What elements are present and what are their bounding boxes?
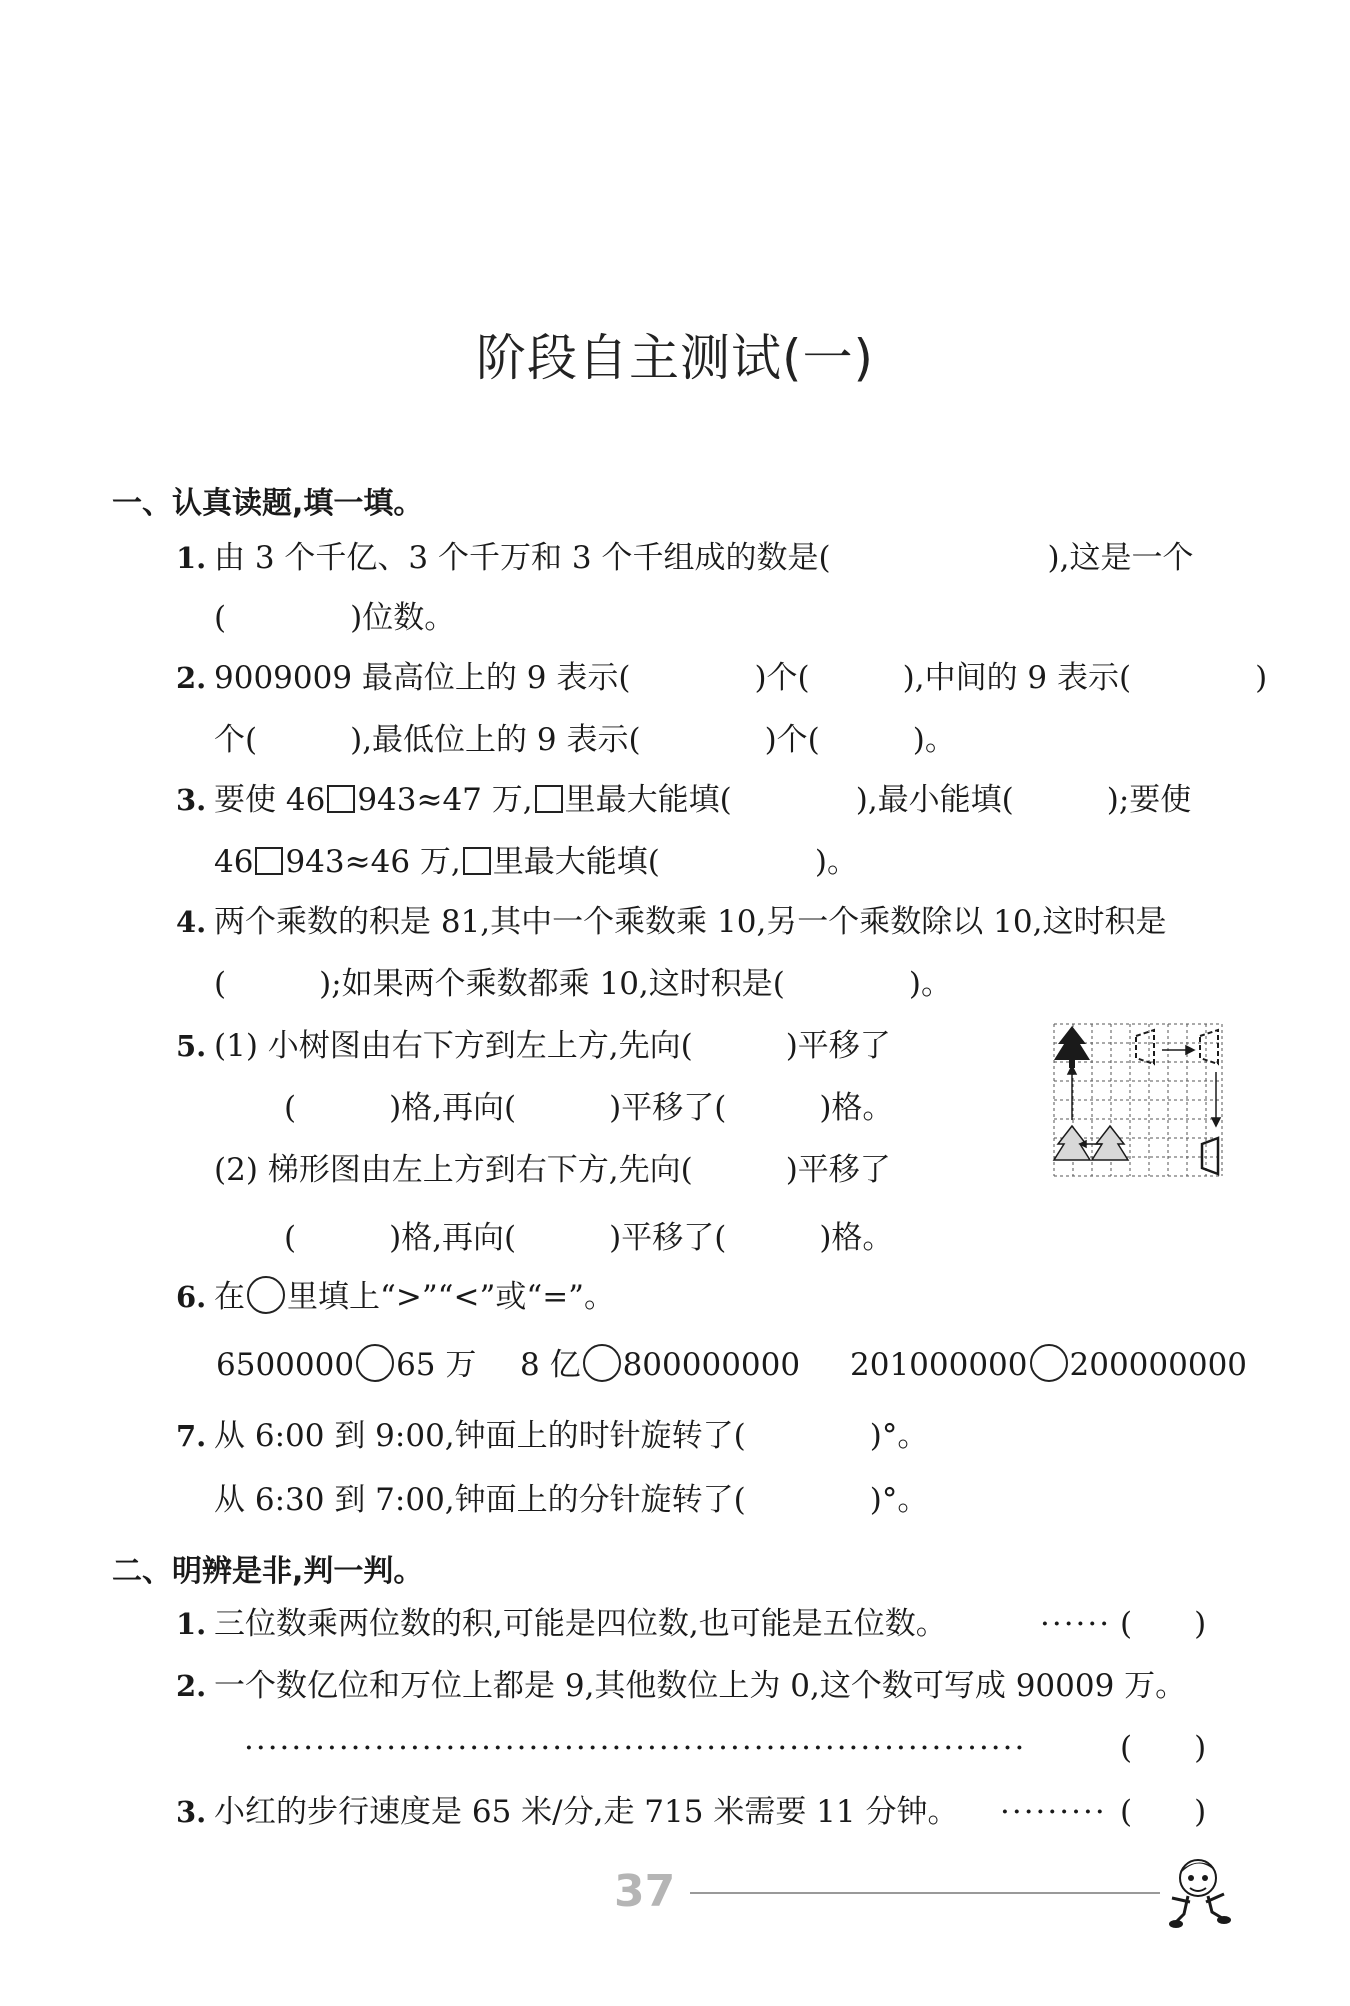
question-1-5: 5. (1) 小树图由右下方到左上方,先向( )平移了 bbox=[176, 1028, 891, 1064]
compare-item-2: 8 亿 800000000 bbox=[520, 1344, 800, 1385]
answer-box bbox=[327, 785, 355, 813]
question-number: 6. bbox=[176, 1280, 207, 1314]
question-1-3-line2: 46 943≈46 万, 里最大能填( )。 bbox=[214, 844, 858, 880]
question-1-1-line2: ( )位数。 bbox=[214, 600, 456, 636]
question-number: 3. bbox=[176, 783, 207, 817]
question-text: 两个乘数的积是 81,其中一个乘数乘 10,另一个乘数除以 10,这时积是 bbox=[214, 904, 1167, 940]
question-number: 1. bbox=[176, 541, 207, 575]
trapezoid-top-icon bbox=[1136, 1030, 1218, 1064]
question-text: 9009009 最高位上的 9 表示( )个( ),中间的 9 表示( ) bbox=[214, 660, 1268, 696]
section-1-heading: 一、认真读题,填一填。 bbox=[112, 486, 424, 521]
question-1-7-line2: 从 6:30 到 7:00,钟面上的分针旋转了( )°。 bbox=[214, 1482, 929, 1518]
question-1-1 bbox=[176, 538, 1193, 578]
leader-dots: ······ bbox=[1040, 1606, 1112, 1642]
question-1-7: 7. 从 6:00 到 9:00,钟面上的时针旋转了( )°。 bbox=[176, 1418, 929, 1454]
answer-box bbox=[255, 847, 283, 875]
leader-dots: ·································································· bbox=[244, 1730, 1027, 1766]
question-2-2: 2. 一个数亿位和万位上都是 9,其他数位上为 0,这个数可写成 90009 万。 bbox=[176, 1668, 1187, 1704]
compare-circle bbox=[1030, 1344, 1068, 1382]
page-title: 阶段自主测试(一) bbox=[475, 329, 874, 387]
question-1-4 bbox=[176, 902, 1166, 942]
question-1-5-p2-line1: (2) 梯形图由左上方到右下方,先向( )平移了 bbox=[214, 1152, 891, 1188]
question-1-2-line2: 个( ),最低位上的 9 表示( )个( )。 bbox=[214, 722, 956, 758]
answer-box bbox=[535, 785, 563, 813]
question-number: 2. bbox=[176, 1669, 207, 1703]
question-1-2 bbox=[176, 658, 1267, 698]
answer-box bbox=[463, 847, 491, 875]
question-2-1: 1. 三位数乘两位数的积,可能是四位数,也可能是五位数。 bbox=[176, 1606, 947, 1642]
question-1-5-p1-line2: ( )格,再向( )平移了( )格。 bbox=[284, 1090, 894, 1126]
question-text: 由 3 个千亿、3 个千万和 3 个千组成的数是( ),这是一个 bbox=[214, 540, 1194, 576]
compare-item-3: 201000000 200000000 bbox=[850, 1344, 1247, 1385]
compare-circle bbox=[583, 1344, 621, 1382]
tree-bottom-icon bbox=[1054, 1126, 1128, 1160]
question-1-5-p2-line2: ( )格,再向( )平移了( )格。 bbox=[284, 1220, 894, 1256]
question-1-3: 3. 要使 46 943≈47 万, 里最大能填( ),最小能填( );要使 bbox=[176, 782, 1192, 818]
move-arrows bbox=[1068, 1046, 1220, 1147]
compare-circle bbox=[247, 1276, 285, 1314]
page-number: 37 bbox=[614, 1866, 676, 1917]
question-number: 3. bbox=[176, 1795, 207, 1829]
question-number: 4. bbox=[176, 905, 207, 939]
compare-circle bbox=[356, 1344, 394, 1382]
question-2-3: 3. 小红的步行速度是 65 米/分,走 715 米需要 11 分钟。 bbox=[176, 1794, 959, 1830]
judge-paren: ( ) bbox=[1120, 1730, 1207, 1766]
translation-grid-figure bbox=[1050, 1020, 1226, 1188]
trapezoid-bottom-icon bbox=[1202, 1138, 1218, 1174]
judge-paren: ( ) bbox=[1120, 1794, 1207, 1830]
section-2-heading: 二、明辨是非,判一判。 bbox=[112, 1554, 424, 1589]
question-number: 5. bbox=[176, 1029, 207, 1063]
question-number: 1. bbox=[176, 1607, 207, 1641]
question-1-6: 6. 在 里填上“>”“<”或“=”。 bbox=[176, 1276, 615, 1317]
judge-paren: ( ) bbox=[1120, 1606, 1207, 1642]
leader-dots: ········· bbox=[1000, 1794, 1107, 1830]
footer-rule bbox=[690, 1892, 1160, 1894]
mascot-icon bbox=[1160, 1852, 1240, 1932]
question-number: 7. bbox=[176, 1419, 207, 1453]
compare-item-1: 6500000 65 万 bbox=[216, 1344, 476, 1385]
question-number: 2. bbox=[176, 661, 207, 695]
question-1-4-line2: ( );如果两个乘数都乘 10,这时积是( )。 bbox=[214, 966, 952, 1002]
